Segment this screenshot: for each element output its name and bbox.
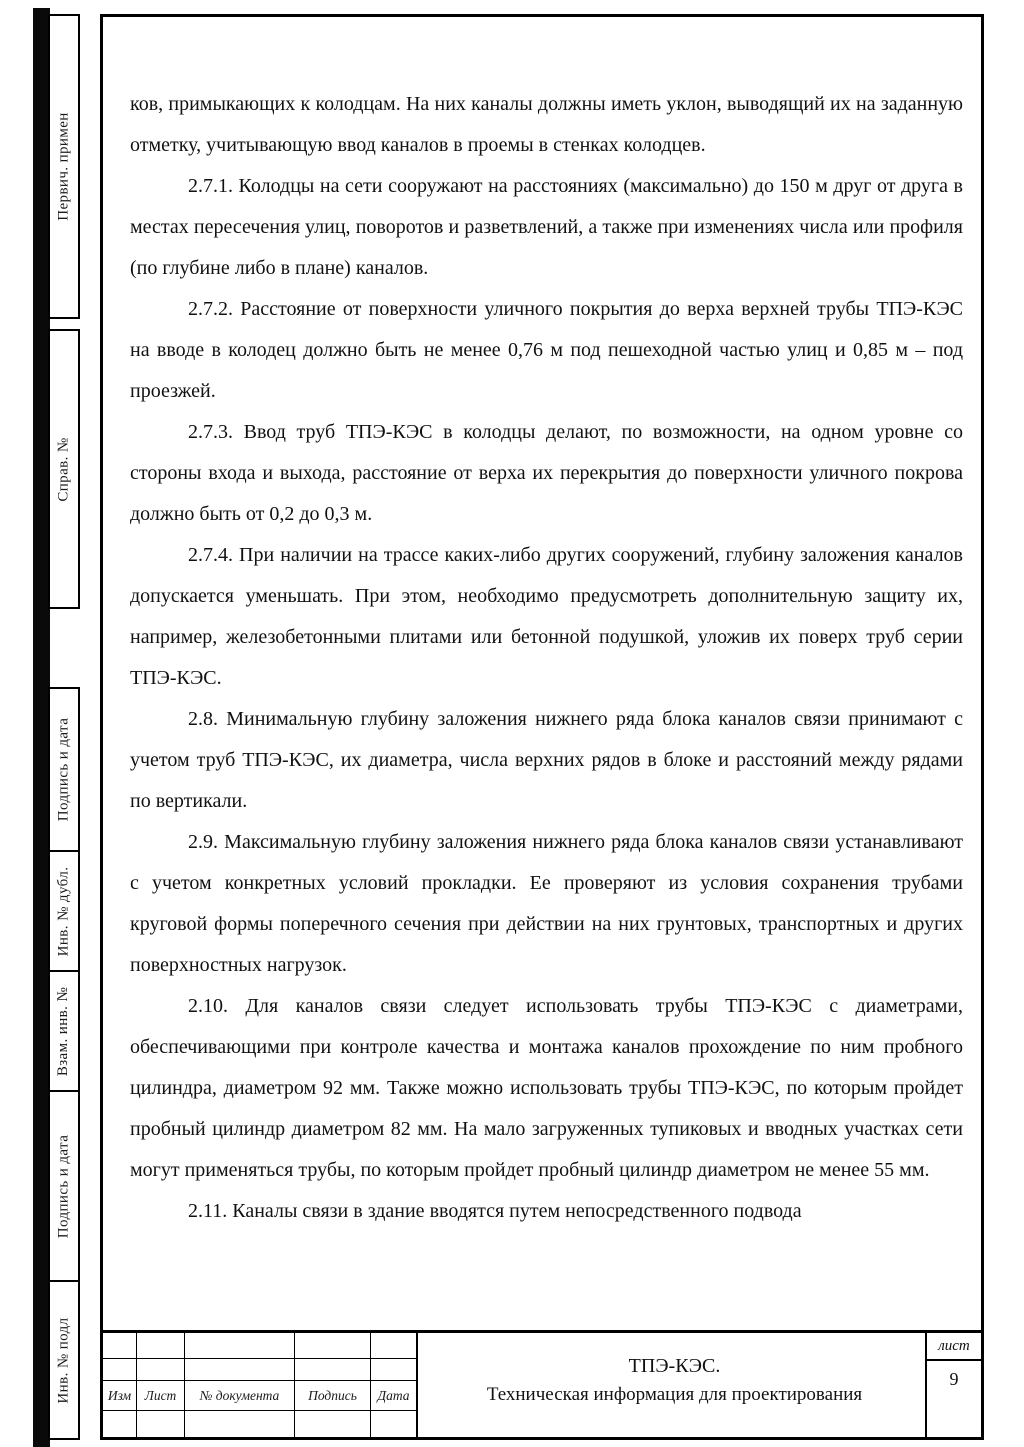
stamp-cell-inv-no-dubl xyxy=(48,850,80,972)
title-block xyxy=(100,1330,984,1440)
stamp-label: Первич. примен xyxy=(55,112,72,221)
stamp-cell-sprav-no xyxy=(48,329,80,609)
column-header-podpis: Подпись xyxy=(295,1381,371,1411)
column-header-izm: Изм xyxy=(103,1381,137,1411)
stamp-cell-podpis-data-2 xyxy=(48,1090,80,1282)
column-header-data: Дата xyxy=(371,1381,416,1411)
revision-cell xyxy=(185,1359,295,1381)
revision-cell xyxy=(371,1359,416,1381)
stamp-cell-vzam-inv-no xyxy=(48,970,80,1092)
stamp-cell-pervich-primen xyxy=(48,14,80,319)
stamp-label: Подпись и дата xyxy=(55,1134,72,1238)
paragraph: 2.7.4. При наличии на трассе каких-либо других сооружений, глубину заложения каналов допускается уменьшать. При этом, необходимо предусмотреть дополнительную защиту их, например, железобетонными плитами или бетонной подушкой, уложив их поверх труб серии ТПЭ-КЭС. xyxy=(130,544,963,689)
revision-cell xyxy=(137,1359,185,1381)
title-block-document-name xyxy=(418,1333,931,1437)
revision-cell xyxy=(185,1333,295,1359)
revision-cell xyxy=(103,1333,137,1359)
stamp-label: Инв. № дубл. xyxy=(55,866,72,956)
paragraph: 2.7.3. Ввод труб ТПЭ-КЭС в колодцы делают, по возможности, на одном уровне со стороны входа и выхода, расстояние от верха их перекрытия до поверхности уличного покрова должно быть от 0,2 до 0,3 м. xyxy=(130,421,963,525)
paragraph: 2.10. Для каналов связи следует использовать трубы ТПЭ-КЭС с диаметрами, обеспечивающими при контроле качества и монтажа каналов прохождение по ним пробного цилиндра, диаметром 92 мм. Также можно использовать трубы ТПЭ-КЭС, по которым пройдет пробный цилиндр диаметром 82 мм. На мало загруженных тупиковых и вводных участках сети могут применяться трубы, по которым пройдет пробный цилиндр диаметром не менее 55 мм. xyxy=(130,995,963,1181)
paragraph: 2.11. Каналы связи в здание вводятся путем непосредственного подвода xyxy=(188,1200,802,1222)
column-header-list: Лист xyxy=(137,1381,185,1411)
document-code: ТПЭ-КЭС. xyxy=(628,1354,721,1377)
stamp-cell-inv-no-podl xyxy=(48,1280,80,1440)
title-block-revision-table xyxy=(103,1333,418,1437)
stamp-label: Инв. № подл xyxy=(55,1316,72,1404)
revision-cell xyxy=(371,1333,416,1359)
paragraph: 2.8. Минимальную глубину заложения нижнего ряда блока каналов связи принимают с учетом труб ТПЭ-КЭС, их диаметра, числа верхних рядов в блоке и расстояний между рядами по вертикали. xyxy=(130,708,963,812)
paragraph: ков, примыкающих к колодцам. На них каналы должны иметь уклон, выводящий их на заданную отметку, учитывающую ввод каналов в проемы в стенках колодцев. xyxy=(130,93,963,156)
stamp-label: Справ. № xyxy=(55,436,72,502)
revision-cell xyxy=(137,1411,185,1437)
revision-cell xyxy=(103,1411,137,1437)
sheet-label: лист xyxy=(927,1333,981,1361)
revision-cell xyxy=(295,1359,371,1381)
document-body xyxy=(130,84,963,1232)
revision-cell xyxy=(137,1333,185,1359)
column-header-doc-number: № документа xyxy=(185,1381,295,1411)
stamp-label: Подпись и дата xyxy=(55,717,72,822)
sheet-number: 9 xyxy=(949,1369,959,1389)
title-block-sheet xyxy=(925,1333,981,1437)
revision-cell xyxy=(295,1411,371,1437)
paragraph: 2.7.1. Колодцы на сети сооружают на расстояниях (максимально) до 150 м друг от друга в местах пересечения улиц, поворотов и разветвлений, а также при изменениях числа или профиля (по глубине либо в плане) каналов. xyxy=(130,175,963,279)
revision-cell xyxy=(371,1411,416,1437)
paragraph: 2.9. Максимальную глубину заложения нижнего ряда блока каналов связи устанавливают с учетом конкретных условий прокладки. Ее проверяют из условия сохранения трубами круговой формы поперечного сечения при действии на них грунтовых, транспортных и других поверхностных нагрузок. xyxy=(130,831,963,976)
revision-cell xyxy=(295,1333,371,1359)
revision-cell xyxy=(103,1359,137,1381)
stamp-label: Взам. инв. № xyxy=(55,986,72,1076)
revision-cell xyxy=(185,1411,295,1437)
stamp-cell-podpis-data-1 xyxy=(48,687,80,852)
paragraph: 2.7.2. Расстояние от поверхности уличного покрытия до верха верхней трубы ТПЭ-КЭС на вводе в колодец должно быть не менее 0,76 м под пешеходной частью улиц и 0,85 м – под проезжей. xyxy=(130,298,963,402)
document-title: Техническая информация для проектирования xyxy=(486,1383,863,1405)
